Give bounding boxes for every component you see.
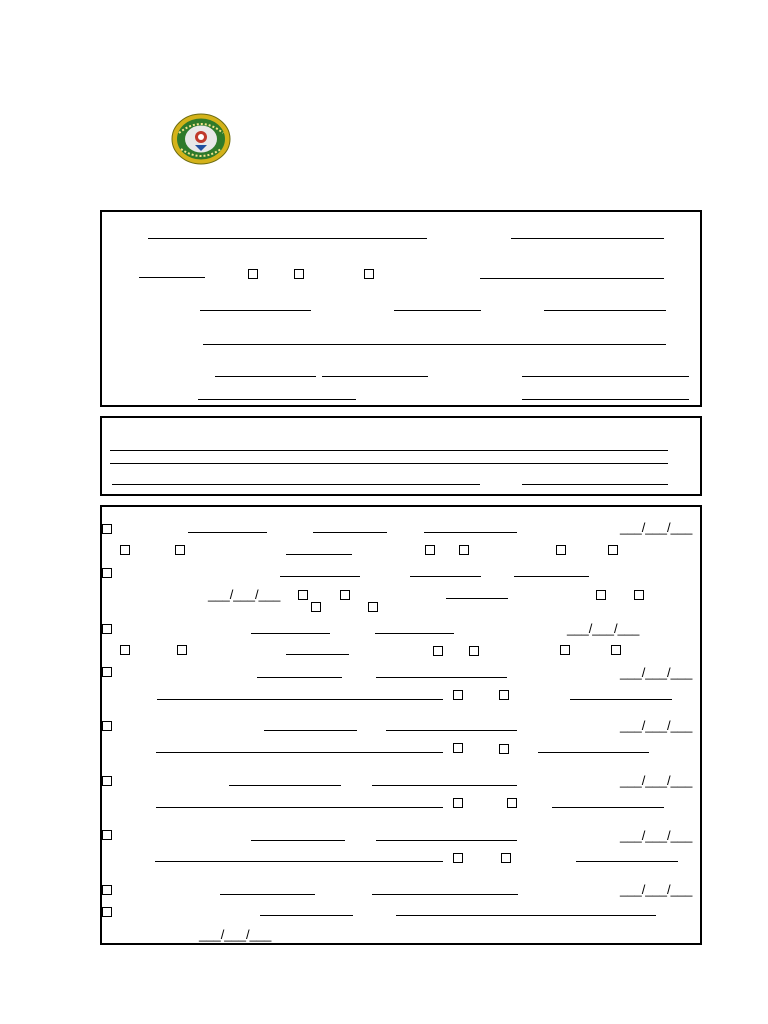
checkbox[interactable] bbox=[560, 645, 570, 655]
field-line[interactable] bbox=[396, 915, 656, 916]
date-field[interactable]: ___/___/___ bbox=[567, 621, 640, 636]
checkbox[interactable] bbox=[556, 545, 566, 555]
field-line[interactable] bbox=[257, 677, 342, 678]
field-line[interactable] bbox=[544, 310, 666, 311]
date-field[interactable]: ___/___/___ bbox=[620, 828, 693, 843]
checkbox[interactable] bbox=[102, 721, 112, 731]
field-line[interactable] bbox=[514, 576, 589, 577]
field-line[interactable] bbox=[480, 278, 664, 279]
field-line[interactable] bbox=[110, 450, 668, 451]
checkbox[interactable] bbox=[364, 269, 374, 279]
field-line[interactable] bbox=[375, 633, 454, 634]
date-field[interactable]: ___/___/___ bbox=[620, 773, 693, 788]
field-line[interactable] bbox=[220, 894, 315, 895]
field-line[interactable] bbox=[157, 699, 443, 700]
section-1-header-line bbox=[262, 210, 702, 212]
section-patient-info bbox=[100, 210, 702, 407]
field-line[interactable] bbox=[215, 376, 316, 377]
checkbox[interactable] bbox=[459, 545, 469, 555]
section-3-header-line bbox=[373, 505, 702, 507]
checkbox[interactable] bbox=[368, 602, 378, 612]
field-line[interactable] bbox=[198, 399, 356, 400]
checkbox[interactable] bbox=[433, 646, 443, 656]
checkbox[interactable] bbox=[340, 590, 350, 600]
checkbox[interactable] bbox=[499, 690, 509, 700]
field-line[interactable] bbox=[376, 677, 507, 678]
date-field[interactable]: ___/___/___ bbox=[620, 718, 693, 733]
date-field[interactable]: ___/___/___ bbox=[620, 520, 693, 535]
section-2-header-line bbox=[220, 416, 702, 418]
checkbox[interactable] bbox=[453, 853, 463, 863]
checkbox[interactable] bbox=[608, 545, 618, 555]
field-line[interactable] bbox=[376, 840, 517, 841]
checkbox[interactable] bbox=[507, 798, 517, 808]
field-line[interactable] bbox=[229, 785, 341, 786]
field-line[interactable] bbox=[538, 752, 649, 753]
field-line[interactable] bbox=[372, 894, 518, 895]
checkbox[interactable] bbox=[248, 269, 258, 279]
field-line[interactable] bbox=[576, 861, 678, 862]
checkbox[interactable] bbox=[596, 590, 606, 600]
department-of-health-seal bbox=[171, 113, 231, 165]
field-line[interactable] bbox=[264, 730, 357, 731]
field-line[interactable] bbox=[313, 532, 387, 533]
field-line[interactable] bbox=[251, 840, 345, 841]
checkbox[interactable] bbox=[501, 853, 511, 863]
checkbox[interactable] bbox=[298, 590, 308, 600]
field-line[interactable] bbox=[155, 861, 443, 862]
checkbox[interactable] bbox=[120, 545, 130, 555]
field-line[interactable] bbox=[156, 807, 443, 808]
checkbox[interactable] bbox=[102, 885, 112, 895]
checkbox[interactable] bbox=[102, 776, 112, 786]
date-field[interactable]: ___/___/___ bbox=[199, 927, 272, 942]
checkbox[interactable] bbox=[469, 646, 479, 656]
field-line[interactable] bbox=[200, 310, 311, 311]
field-line[interactable] bbox=[386, 730, 517, 731]
field-line[interactable] bbox=[522, 399, 689, 400]
field-line[interactable] bbox=[522, 484, 668, 485]
checkbox[interactable] bbox=[311, 602, 321, 612]
field-line[interactable] bbox=[110, 463, 668, 464]
checkbox[interactable] bbox=[611, 645, 621, 655]
checkbox[interactable] bbox=[120, 645, 130, 655]
field-line[interactable] bbox=[260, 915, 353, 916]
checkbox[interactable] bbox=[453, 690, 463, 700]
section-history bbox=[100, 505, 702, 945]
field-line[interactable] bbox=[251, 633, 330, 634]
checkbox[interactable] bbox=[177, 645, 187, 655]
field-line[interactable] bbox=[139, 277, 205, 278]
checkbox[interactable] bbox=[102, 524, 112, 534]
field-line[interactable] bbox=[394, 310, 481, 311]
date-field[interactable]: ___/___/___ bbox=[208, 587, 281, 602]
field-line[interactable] bbox=[203, 344, 666, 345]
field-line[interactable] bbox=[156, 752, 443, 753]
checkbox[interactable] bbox=[294, 269, 304, 279]
checkbox[interactable] bbox=[175, 545, 185, 555]
field-line[interactable] bbox=[322, 376, 428, 377]
checkbox[interactable] bbox=[102, 907, 112, 917]
field-line[interactable] bbox=[372, 785, 517, 786]
field-line[interactable] bbox=[522, 376, 689, 377]
checkbox[interactable] bbox=[102, 568, 112, 578]
checkbox[interactable] bbox=[499, 744, 509, 754]
field-line[interactable] bbox=[280, 576, 360, 577]
date-field[interactable]: ___/___/___ bbox=[620, 882, 693, 897]
field-line[interactable] bbox=[148, 238, 427, 239]
checkbox[interactable] bbox=[453, 798, 463, 808]
field-line[interactable] bbox=[424, 532, 517, 533]
field-line[interactable] bbox=[511, 238, 664, 239]
field-line[interactable] bbox=[410, 576, 481, 577]
checkbox[interactable] bbox=[425, 545, 435, 555]
checkbox[interactable] bbox=[102, 624, 112, 634]
checkbox[interactable] bbox=[102, 830, 112, 840]
field-line[interactable] bbox=[570, 699, 672, 700]
checkbox[interactable] bbox=[102, 667, 112, 677]
checkbox[interactable] bbox=[453, 743, 463, 753]
field-line[interactable] bbox=[552, 807, 664, 808]
field-line[interactable] bbox=[286, 554, 352, 555]
field-line[interactable] bbox=[286, 654, 349, 655]
date-field[interactable]: ___/___/___ bbox=[620, 665, 693, 680]
field-line[interactable] bbox=[112, 484, 480, 485]
checkbox[interactable] bbox=[634, 590, 644, 600]
field-line[interactable] bbox=[188, 532, 267, 533]
field-line[interactable] bbox=[446, 598, 508, 599]
